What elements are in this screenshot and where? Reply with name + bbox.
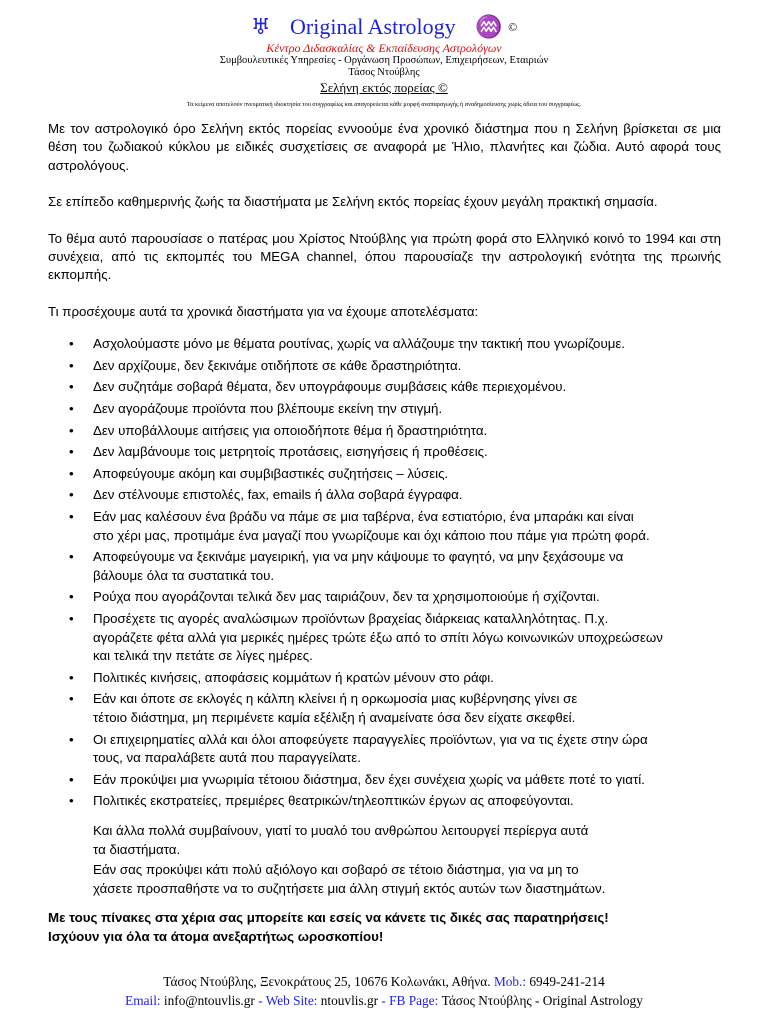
header-services: Συμβουλευτικές Υπηρεσίες - Οργάνωση Προσώπων, Επιχειρήσεων, Εταιριών — [219, 55, 549, 66]
list-item — [48, 335, 721, 354]
list-item — [48, 588, 721, 607]
list-item-line: Προσέχετε τις αγορές αναλώσιμων προϊόντων βραχείας διάρκειας καταλληλότητας. Π.χ. — [93, 610, 609, 626]
footer-web-link[interactable]: ntouvlis.gr — [320, 993, 379, 1008]
list-item-line: Αποφεύγουμε ακόμη και συμβιβαστικές συζητήσεις – λύσεις. — [93, 465, 449, 481]
footer-mob-label: Mob.: — [493, 974, 527, 989]
list-item-line: Δεν στέλνουμε επιστολές, fax, emails ή άλλα σοβαρά έγγραφα. — [93, 487, 463, 503]
bullet-icon: • — [69, 357, 74, 373]
bullet-icon: • — [69, 771, 74, 787]
footer-email-link[interactable]: info@ntouvlis.gr — [163, 993, 255, 1008]
list-item — [48, 443, 721, 462]
list-item-line: τους, να παραλάβετε αυτά που παραγγείλατε. — [93, 750, 361, 766]
list-item — [48, 486, 721, 505]
advice-list — [48, 335, 721, 811]
bullet-icon: • — [69, 691, 74, 707]
list-item-line: Πολιτικές κινήσεις, αποφάσεις κομμάτων ή κρατών μένουν στο ράφι. — [93, 669, 494, 685]
list-item-line: αγοράζετε φέτα αλλά για μερικές ημέρες τρώτε έξω από το σπίτι λόγω κοινωνικών υποχρεώσεων — [93, 629, 663, 645]
footer-separator: - — [381, 993, 386, 1008]
bullet-icon: • — [69, 793, 74, 809]
bullet-icon: • — [69, 731, 74, 747]
intro-paragraph-1: Με τον αστρολογικό όρο Σελήνη εκτός πορείας εννοούμε ένα χρονικό διάστημα που η Σελήνη βρίσκεται σε μια θέση του ζωδιακού κύκλου με ειδικές συσχετίσεις σε αναφορά με Ήλιο, πλανήτες και ζώδια. Αυτό αφορά τους αστρολόγους. — [48, 121, 721, 173]
footer-mobile: 6949-241-214 — [529, 974, 605, 989]
list-item-line: Εάν και όποτε σε εκλογές η κάλπη κλείνει ή η ορκωμοσία μιας κυβέρνησης γίνει σε — [93, 691, 578, 707]
footer-separator: - — [258, 993, 263, 1008]
header-subtitle: Κέντρο Διδασκαλίας & Εκπαίδευσης Αστρολόγων — [266, 41, 502, 55]
bullet-icon: • — [69, 610, 74, 626]
bullet-icon: • — [69, 549, 74, 565]
footer-address-line — [0, 972, 768, 991]
footer — [0, 972, 768, 1010]
closing-line: Και άλλα πολλά συμβαίνουν, γιατί το μυαλό του ανθρώπου λειτουργεί περίεργα αυτά — [93, 822, 589, 838]
list-item-line: Δεν συζητάμε σοβαρά θέματα, δεν υπογράφουμε συμβάσεις κάθε περιεχομένου. — [93, 379, 567, 395]
list-item — [48, 400, 721, 419]
list-item — [48, 690, 721, 727]
list-item — [48, 357, 721, 376]
list-item — [48, 508, 721, 545]
bullet-icon: • — [69, 465, 74, 481]
intro-paragraph-2: Σε επίπεδο καθημερινής ζωής τα διαστήματα με Σελήνη εκτός πορείας έχουν μεγάλη πρακτική σημασία. — [48, 194, 658, 210]
final-note — [48, 908, 721, 946]
list-item — [48, 731, 721, 768]
brand-name: Original Astrology — [290, 14, 456, 39]
closing-line: τα διαστήματα. — [93, 842, 181, 858]
copyright-notice: Τα κείμενα αποτελούν πνευματική ιδιοκτησία του συγγραφέως και απαγορεύεται κάθε μορφή αναπαραγωγής ή αναδημοσίευσης χωρίς άδεια του συγγραφέως. — [186, 101, 582, 108]
copyright-symbol: © — [508, 20, 518, 34]
list-item-line: Ρούχα που αγοράζονται τελικά δεν μας ταιριάζουν, δεν τα χρησιμοποιούμε ή σχίζονται. — [93, 589, 600, 605]
closing-line: χάσετε προσπαθήστε να το συζητήσετε μια άλλη στιγμή εκτός αυτών των διαστημάτων. — [93, 881, 606, 897]
document-body — [48, 120, 721, 946]
list-item-line: Ασχολούμαστε μόνο με θέματα ρουτίνας, χωρίς να αλλάζουμε την τακτική που γνωρίζουμε. — [93, 336, 625, 352]
intro-paragraph-3: Το θέμα αυτό παρουσίασε ο πατέρας μου Χρίστος Ντούβλης για πρώτη φορά στο Ελληνικό κοινό το 1994 και στη συνέχεια, από τις εκπομπές του MEGA channel, όπου παρουσίαζε την αστρολογική ενότητα της πρωινής εκπομπής. — [48, 230, 721, 283]
header-author-name: Τάσος Ντούβλης — [348, 67, 420, 78]
bullet-icon: • — [69, 669, 74, 685]
brand-title-line — [0, 14, 768, 42]
list-item-line: Δεν αρχίζουμε, δεν ξεκινάμε οτιδήποτε σε κάθε δραστηριότητα. — [93, 357, 462, 373]
footer-web-label: Web Site: — [265, 993, 318, 1008]
bullet-icon: • — [69, 336, 74, 352]
list-item-line: και τελικά την πετάτε σε λίγες ημέρες. — [93, 648, 313, 664]
footer-fb-label: FB Page: — [389, 993, 439, 1008]
list-item-line: Εάν μας καλέσουν ένα βράδυ να πάμε σε μια ταβέρνα, ένα εστιατόριο, ένα μπαράκι και είναι — [93, 509, 634, 524]
list-item-line: Δεν υποβάλλουμε αιτήσεις για οποιοδήποτε θέμα ή δραστηριότητα. — [93, 422, 488, 438]
list-item-line: Πολιτικές εκστρατείες, πρεμιέρες θεατρικών/τηλεοπτικών έργων ας αποφεύγονται. — [93, 793, 574, 809]
list-item-line: Εάν προκύψει μια γνωριμία τέτοιου διάστημα, δεν έχει συνέχεια χωρίς να μάθετε ποτέ το γιατί. — [93, 771, 645, 787]
bullet-icon: • — [69, 589, 74, 605]
list-item-line: τέτοιο διάστημα, μη περιμένετε καμία εξέλιξη ή αναμείνατε όσα δεν είχατε σκεφθεί. — [93, 709, 576, 725]
bullet-icon: • — [69, 401, 74, 417]
letterhead — [0, 14, 768, 109]
list-item-line: Δεν αγοράζουμε προϊόντα που βλέπουμε εκείνη την στιγμή. — [93, 401, 443, 417]
list-item-line: Οι επιχειρηματίες αλλά και όλοι αποφεύγετε παραγγελίες προϊόντων, για να τις έχετε στην ώρα — [93, 731, 648, 747]
footer-fb-link[interactable]: Τάσος Ντούβλης - Original Astrology — [441, 993, 643, 1008]
document-title: Σελήνη εκτός πορείας © — [320, 80, 448, 95]
list-item — [48, 378, 721, 397]
list-item — [48, 610, 721, 666]
list-item — [48, 465, 721, 484]
bullet-icon: • — [69, 379, 74, 395]
list-item — [48, 548, 721, 585]
bullet-icon: • — [69, 444, 74, 460]
footer-email-label: Email: — [125, 993, 161, 1008]
bullet-icon: • — [69, 509, 74, 524]
bullet-icon: • — [69, 487, 74, 503]
list-item-line: Δεν λαμβάνουμε τοις μετρητοίς προτάσεις, εισηγήσεις ή προθέσεις. — [93, 444, 488, 460]
list-item — [48, 792, 721, 811]
list-item — [48, 669, 721, 688]
footer-address: Τάσος Ντούβλης, Ξενοκράτους 25, 10676 Κολωνάκι, Αθήνα. — [163, 974, 491, 989]
final-line: Ισχύουν για όλα τα άτομα ανεξαρτήτως ωροσκοπίου! — [48, 928, 384, 944]
footer-contact-line — [0, 991, 768, 1010]
list-item-line: Αποφεύγουμε να ξεκινάμε μαγειρική, για να μην κάψουμε το φαγητό, να μην ξεχάσουμε να — [93, 549, 624, 565]
aquarius-icon: ♒ — [475, 14, 503, 39]
final-line: Με τους πίνακες στα χέρια σας μπορείτε και εσείς να κάνετε τις δικές σας παρατηρήσεις! — [48, 909, 609, 925]
list-item — [48, 422, 721, 441]
closing-line: Εάν σας προκύψει κάτι πολύ αξιόλογο και σοβαρό σε τέτοιο διάστημα, για να μη το — [93, 861, 579, 877]
closing-block — [48, 821, 721, 899]
list-item — [48, 771, 721, 790]
intro-paragraph-4: Τι προσέχουμε αυτά τα χρονικά διαστήματα για να έχουμε αποτελέσματα: — [48, 303, 479, 319]
list-item-line: βάλουμε όλα τα συστατικά του. — [93, 567, 275, 583]
uranus-icon: ♅ — [250, 14, 271, 39]
bullet-icon: • — [69, 422, 74, 438]
list-item-line: στο χέρι μας, προτιμάμε ένα μαγαζί που γνωρίζουμε και όχι κάποιο που πάμε για πρώτη φορά. — [93, 527, 650, 543]
